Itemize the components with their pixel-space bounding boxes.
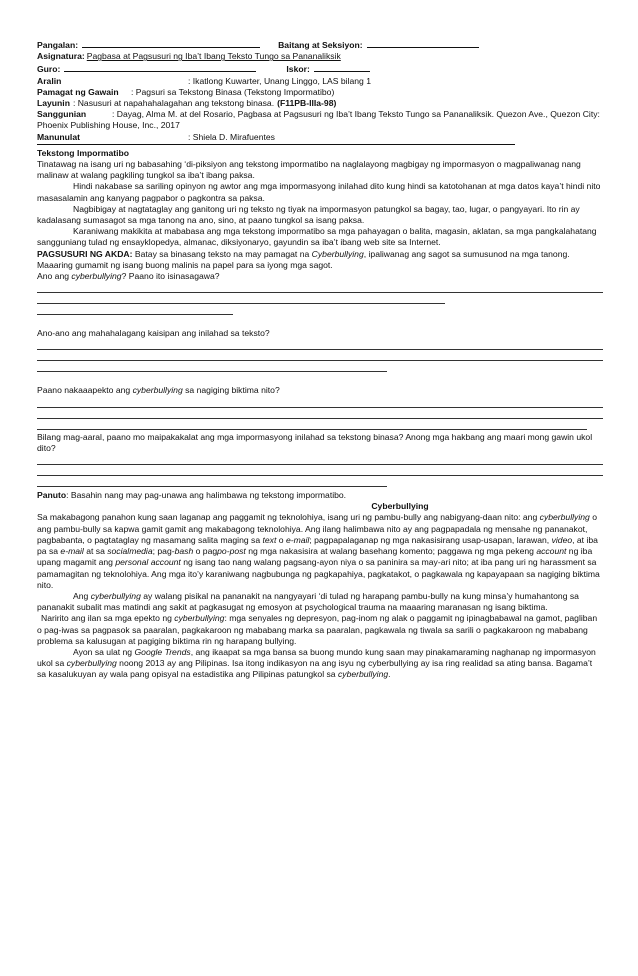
akda-instruction <box>37 249 603 260</box>
intro-paragraph-1: Tinatawag na isang uri ng babasahing ‘di-piksiyon ang tekstong impormatibo na naglalayong magbigay ng impormasyon o magpaliwanag nang malinaw at walang pagkiling tungkol sa iba’t ibang paksa. <box>37 159 581 181</box>
objective-row <box>37 98 603 109</box>
q3-answer-line-3[interactable] <box>37 419 587 430</box>
reference-value: : Dayag, Alma M. at del Rosario, Pagbasa at Pagsusuri ng Iba’t Ibang Teksto Tungo sa Pananaliksik. Quezon Ave., Quezon City: Phoenix Publishing House, Inc., 2017 <box>37 109 600 131</box>
question-3 <box>37 385 603 396</box>
objective-code: (F11PB-IIIa-98) <box>277 98 337 109</box>
activity-label: Pamagat ng Gawain <box>37 86 119 97</box>
lesson-label: Aralin <box>37 75 62 86</box>
subject-value: Pagbasa at Pagsusuri ng Iba’t Ibang Teksto Tungo sa Pananaliksik <box>86 51 341 62</box>
akda-text-title: Cyberbullying <box>311 248 364 259</box>
q4-answer-line-3[interactable] <box>37 476 387 487</box>
teacher-row: Guro : Iskor : <box>37 62 603 75</box>
objective-value: : Nasusuri at napahahalagahan ang tekstong binasa. <box>72 98 275 109</box>
q1-term: cyberbullying <box>71 271 122 282</box>
author-label: Manunulat <box>37 131 80 142</box>
q4-answer-line-2[interactable] <box>37 465 603 476</box>
q1-text-b: ? Paano ito isinasagawa? <box>121 271 220 282</box>
name-label: Pangalan <box>37 40 76 50</box>
reference-label: Sanggunian <box>37 109 87 120</box>
activity-value: : Pagsuri sa Tekstong Binasa (Tekstong Impormatibo) <box>131 86 335 97</box>
reference-row <box>37 109 603 131</box>
article-paragraph-2: Ang cyberbullying ay walang pisikal na pananakit na nangyayari ‘di tulad ng harapang pambu-bully na kung minsa’y humahantong sa pananakit subalit mas matindi ang sakit at pagkasugat ng emosyon at psychological trauma na maaaring maranasan ng isang biktima. <box>37 590 579 613</box>
lesson-row <box>37 76 603 87</box>
intro-title: Tekstong Impormatibo <box>37 147 129 158</box>
q2-answer-line-2[interactable] <box>37 350 603 361</box>
name-field[interactable] <box>82 38 260 48</box>
intro-paragraph-3: Nagbibigay at nagtataglay ang ganitong uri ng teksto ng tiyak na impormasyon patungkol sa bagay, tao, lugar, o pangyayari. Ito rin ay kadalasang sumasagot sa mga tanong na ano, sino, at paano tungkol sa isang paksa. <box>37 203 580 226</box>
objective-label: Layunin <box>37 98 70 109</box>
q3-text-a: Paano nakaaapekto ang <box>37 385 133 396</box>
score-label: Iskor <box>286 64 307 75</box>
article-paragraph-4: Ayon sa ulat ng Google Trends, ang ikaapat sa mga bansa sa buong mundo kung saan may pinakamaraming naghanap ng impormasyon ukol sa cyberbullying noong 2013 ay ang Pilipinas. Isa itong indikasyon na ang isyu ng cyberbullying ay isa ring realidad sa ating bansa. Bagama’t sa kasalukuyan ay wala pang opisyal na estadistika ang Pilipinas patungkol sa cyberbullying. <box>37 646 596 680</box>
q4-answer-line-1[interactable] <box>37 454 603 465</box>
name-row: Pangalan : Baitang at Seksiyon : <box>37 38 603 51</box>
lesson-value: : Ikatlong Kuwarter, Unang Linggo, LAS bilang 1 <box>188 75 371 86</box>
score-field[interactable] <box>314 62 370 72</box>
akda-label: PAGSUSURI NG AKDA: <box>37 248 133 259</box>
section-label: Baitang at Seksiyon <box>278 40 360 50</box>
q1-answer-line-3[interactable] <box>37 304 233 315</box>
author-row <box>37 132 603 143</box>
worksheet-page <box>37 38 603 681</box>
subject-label: Asignatura <box>37 51 82 62</box>
author-value: : Shiela D. Mirafuentes <box>188 131 275 142</box>
q2-answer-line-3[interactable] <box>37 361 387 372</box>
q3-text-b: sa nagiging biktima nito? <box>182 385 280 396</box>
intro-paragraph-4: Karaniwang makikita at mababasa ang mga tekstong impormatibo sa mga pahayagan o balita, magasin, aklatan, sa mga pangkalahatang sangguniang tulad ng ensayklopedya, almanac, diksiyonaryo, gayundin sa iba’t ibang web site sa Internet. <box>37 226 597 248</box>
section-field[interactable] <box>367 38 479 48</box>
article-paragraph-1: Sa makabagong panahon kung saan laganap ang paggamit ng teknolohiya, isang uri ng pambu-bully ang nabigyang-daan nito: ang cyberbullying o ang pambu-bully sa kapwa gamit gamit ang makabagong teknolohiya. Ang ilang halimbawa nito ay ang pagpapadala ng mensahe ng pananakot, pagbabanta, o pagtataglay ng masamang salita maging sa text o e-mail; pagpapalaganap ng mga nakasisirang usap-usapan, larawan, video, at iba pa sa e-mail at sa socialmedia; pag-bash o pagpo-post ng mga nakasisira at walang basehang komento; paggawa ng mga pekeng account ng iba upang magamit ang personal account ng isang tao nang walang pagsang-ayon niya o sa paninira sa may-ari nito; at iba pang uri ng harassment sa pamamagitan ng teknolohiya. Ang mga ito’y karaniwang nagbubunga ng pagkapahiya, pagkatakot, o pagkawala ng kapayapaan sa nagiging biktima nito. <box>37 512 600 590</box>
question-4: Bilang mag-aaral, paano mo maipakakalat ang mga impormasyong inilahad sa tekstong binasa? Anong mga hakbang ang maari mong gawin ukol dito? <box>37 431 593 453</box>
akda-text-a: Batay sa binasang teksto na may pamagat na <box>132 248 312 259</box>
subject-row: Asignatura : Pagbasa at Pagsusuri ng Iba’t Ibang Teksto Tungo sa Pananaliksik <box>37 51 341 62</box>
q1-text-a: Ano ang <box>37 271 72 282</box>
akda-text-b: , ipaliwanag ang sagot sa sumusunod na mga tanong. <box>363 248 570 259</box>
q3-term: cyberbullying <box>132 385 183 396</box>
q1-answer-line-2[interactable] <box>37 293 445 304</box>
intro-paragraph-2: Hindi nakabase sa sariling opinyon ng awtor ang mga impormasyong inilahad dito kung hindi sa katotohanan at mga datos kaya’t hindi nito masasalamin ang kanyang pagpabor o pagkontra sa paksa. <box>37 181 601 203</box>
q3-answer-line-2[interactable] <box>37 408 603 419</box>
activity-row <box>37 87 603 98</box>
q2-answer-line-1[interactable] <box>37 339 603 350</box>
teacher-label: Guro <box>37 64 58 75</box>
question-1 <box>37 271 603 282</box>
q1-answer-line-1[interactable] <box>37 282 603 293</box>
q3-answer-line-1[interactable] <box>37 397 603 408</box>
akda-line-2: Maaaring gumamit ng isang buong malinis na papel para sa iyong mga sagot. <box>37 259 333 270</box>
panuto-text: : Basahin nang may pag-unawa ang halimbawa ng tekstong impormatibo. <box>66 490 347 501</box>
header-separator <box>37 144 515 145</box>
panuto-label: Panuto <box>37 490 67 501</box>
panuto <box>37 490 603 501</box>
teacher-field[interactable] <box>64 62 256 72</box>
question-2: Ano-ano ang mahahalagang kaisipan ang inilahad sa teksto? <box>37 328 270 339</box>
article-title: Cyberbullying <box>371 501 429 512</box>
article-paragraph-3: Naririto ang ilan sa mga epekto ng cyberbullying: mga senyales ng depresyon, pag-inom ng alak o paggamit ng ipinagbabawal na gamot, pagliban o pag-iwas sa pagpasok sa paaralan, pagkakaroon ng mababang marka sa paaralan, pagkawala ng tiwala sa sarili o pagkakaroon ng mababang problema sa kalusugan at pagiging biktima rin ng harapang bullying. <box>37 613 598 646</box>
